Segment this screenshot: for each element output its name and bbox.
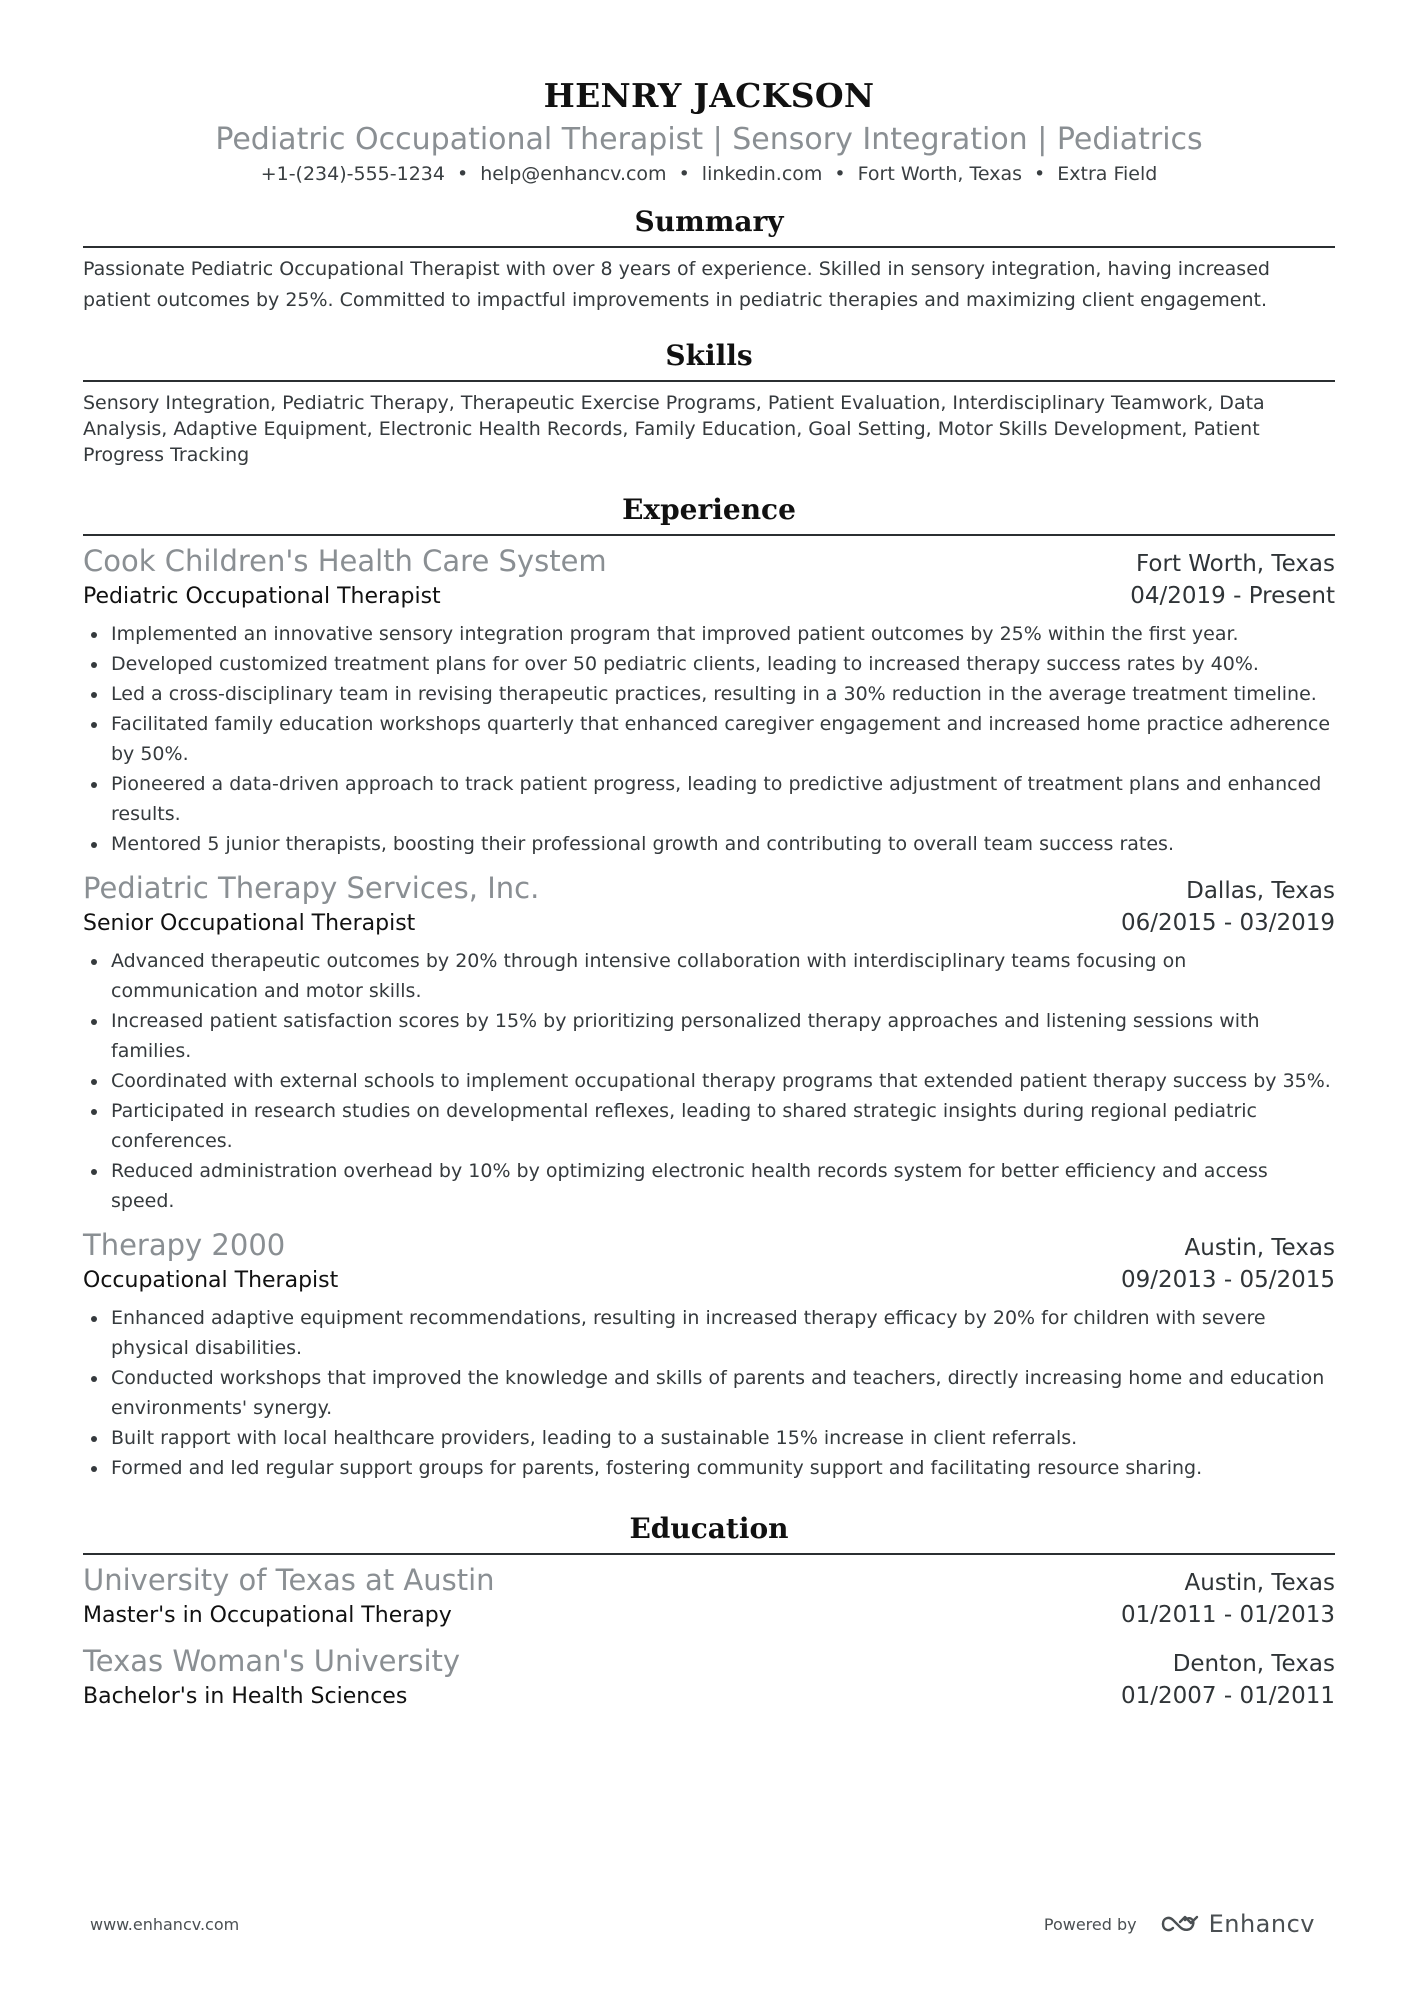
- entry-header-row: [83, 1226, 1335, 1264]
- bullet-item: Coordinated with external schools to implement occupational therapy programs that extended patient therapy success by 35%.: [83, 1066, 1335, 1096]
- education-dates: 01/2011 - 01/2013: [1120, 1602, 1335, 1628]
- education-entry: [83, 1561, 1335, 1632]
- entry-subheader-row: [83, 1599, 1335, 1632]
- enhancv-brand[interactable]: [1159, 1910, 1315, 1938]
- bullet-item: Led a cross-disciplinary team in revising therapeutic practices, resulting in a 30% reduction in the average treatment timeline.: [83, 679, 1335, 709]
- section-title-experience: Experience: [622, 493, 796, 526]
- section-title-skills: Skills: [665, 339, 753, 372]
- powered-by-label: Powered by: [1043, 1914, 1137, 1934]
- experience-entry: [83, 869, 1335, 1216]
- education-dates: 01/2007 - 01/2011: [1120, 1683, 1335, 1709]
- contact-email[interactable]: help@enhancv.com: [480, 163, 667, 185]
- entry-header-row: [83, 1642, 1335, 1680]
- bullet-item: Developed customized treatment plans for over 50 pediatric clients, leading to increased therapy success rates by 40%.: [83, 649, 1335, 679]
- bullet-item: Increased patient satisfaction scores by 15% by prioritizing personalized therapy approaches and listening sessions with families.: [83, 1006, 1335, 1066]
- section-divider: [83, 246, 1335, 248]
- contact-phone: +1-(234)-555-1234: [260, 163, 445, 185]
- section-divider: [83, 534, 1335, 536]
- section-title-education: Education: [629, 1512, 789, 1545]
- footer-website-link[interactable]: www.enhancv.com: [90, 1914, 240, 1934]
- contact-linkedin[interactable]: linkedin.com: [701, 163, 823, 185]
- job-title: Senior Occupational Therapist: [83, 911, 416, 936]
- separator-dot: •: [834, 163, 846, 185]
- entry-header-row: [83, 542, 1335, 580]
- bullet-item: Implemented an innovative sensory integration program that improved patient outcomes by 25% within the first year.: [83, 619, 1335, 649]
- degree-title: Master's in Occupational Therapy: [83, 1603, 452, 1628]
- education-section: [83, 1509, 1335, 1713]
- job-bullets: [83, 619, 1335, 859]
- job-bullets: [83, 1303, 1335, 1483]
- entry-header-row: [83, 869, 1335, 907]
- job-dates: 06/2015 - 03/2019: [1120, 910, 1335, 936]
- resume-header: [83, 72, 1335, 188]
- enhancv-brand-text: Enhancv: [1208, 1910, 1315, 1938]
- section-divider: [83, 380, 1335, 382]
- job-location: Fort Worth, Texas: [1136, 551, 1335, 577]
- education-entry: [83, 1642, 1335, 1713]
- experience-entry: [83, 542, 1335, 859]
- entry-subheader-row: [83, 907, 1335, 940]
- section-title-summary: Summary: [634, 205, 784, 238]
- bullet-item: Facilitated family education workshops quarterly that enhanced caregiver engagement and increased home practice adherence by 50%.: [83, 709, 1335, 769]
- resume-content: [83, 72, 1335, 1713]
- experience-section: [83, 490, 1335, 1483]
- job-bullets: [83, 946, 1335, 1216]
- entry-subheader-row: [83, 1680, 1335, 1713]
- separator-dot: •: [456, 163, 469, 185]
- separator-dot: •: [1034, 163, 1046, 185]
- company-name: Cook Children's Health Care System: [83, 544, 607, 578]
- bullet-item: Formed and led regular support groups for parents, fostering community support and facilitating resource sharing.: [83, 1453, 1335, 1483]
- job-location: Dallas, Texas: [1186, 878, 1335, 904]
- bullet-item: Built rapport with local healthcare providers, leading to a sustainable 15% increase in client referrals.: [83, 1423, 1335, 1453]
- company-name: Pediatric Therapy Services, Inc.: [83, 871, 540, 905]
- contact-extra-field: Extra Field: [1057, 163, 1158, 185]
- school-name: University of Texas at Austin: [83, 1563, 495, 1597]
- bullet-item: Advanced therapeutic outcomes by 20% through intensive collaboration with interdisciplinary teams focusing on communication and motor skills.: [83, 946, 1335, 1006]
- footer-branding: [1044, 1910, 1315, 1938]
- skills-text: Sensory Integration, Pediatric Therapy, Therapeutic Exercise Programs, Patient Evaluation, Interdisciplinary Teamwork, Data Analysis, Adaptive Equipment, Electronic Health Records, Family Education, Goal Setting, Motor Skills Development, Patient Progress Tracking: [83, 392, 1265, 466]
- experience-entry: [83, 1226, 1335, 1483]
- job-dates: 09/2013 - 05/2015: [1120, 1267, 1335, 1293]
- enhancv-logo-icon: [1159, 1913, 1201, 1935]
- job-dates: 04/2019 - Present: [1130, 583, 1335, 609]
- company-name: Therapy 2000: [83, 1228, 286, 1262]
- job-location: Austin, Texas: [1184, 1235, 1335, 1261]
- bullet-item: Pioneered a data-driven approach to track patient progress, leading to predictive adjustment of treatment plans and enhanced results.: [83, 769, 1335, 829]
- summary-text: Passionate Pediatric Occupational Therapist with over 8 years of experience. Skilled in sensory integration, having increased patient outcomes by 25%. Committed to impactful improvements in pediatric therapies and maximizing client engagement.: [83, 258, 1270, 311]
- contact-info: [83, 160, 1335, 188]
- bullet-item: Reduced administration overhead by 10% by optimizing electronic health records system for better efficiency and access speed.: [83, 1156, 1335, 1216]
- entry-header-row: [83, 1561, 1335, 1599]
- page-footer: [90, 1910, 1315, 1938]
- bullet-item: Participated in research studies on developmental reflexes, leading to shared strategic insights during regional pediatric conferences.: [83, 1096, 1335, 1156]
- entry-subheader-row: [83, 580, 1335, 613]
- degree-title: Bachelor's in Health Sciences: [83, 1684, 408, 1709]
- skills-section: [83, 336, 1335, 468]
- school-name: Texas Woman's University: [83, 1644, 461, 1678]
- bullet-item: Conducted workshops that improved the knowledge and skills of parents and teachers, directly increasing home and education environments' synergy.: [83, 1363, 1335, 1423]
- section-divider: [83, 1553, 1335, 1555]
- bullet-item: Mentored 5 junior therapists, boosting their professional growth and contributing to overall team success rates.: [83, 829, 1335, 859]
- school-location: Denton, Texas: [1172, 1651, 1335, 1677]
- candidate-name: HENRY JACKSON: [543, 76, 875, 115]
- job-title: Pediatric Occupational Therapist: [83, 584, 441, 609]
- separator-dot: •: [678, 163, 690, 185]
- contact-location: Fort Worth, Texas: [857, 163, 1023, 185]
- candidate-headline: Pediatric Occupational Therapist | Sensory Integration | Pediatrics: [215, 122, 1203, 157]
- job-title: Occupational Therapist: [83, 1268, 339, 1293]
- bullet-item: Enhanced adaptive equipment recommendations, resulting in increased therapy efficacy by 20% for children with severe physical disabilities.: [83, 1303, 1335, 1363]
- summary-section: [83, 202, 1335, 316]
- school-location: Austin, Texas: [1184, 1570, 1335, 1596]
- entry-subheader-row: [83, 1264, 1335, 1297]
